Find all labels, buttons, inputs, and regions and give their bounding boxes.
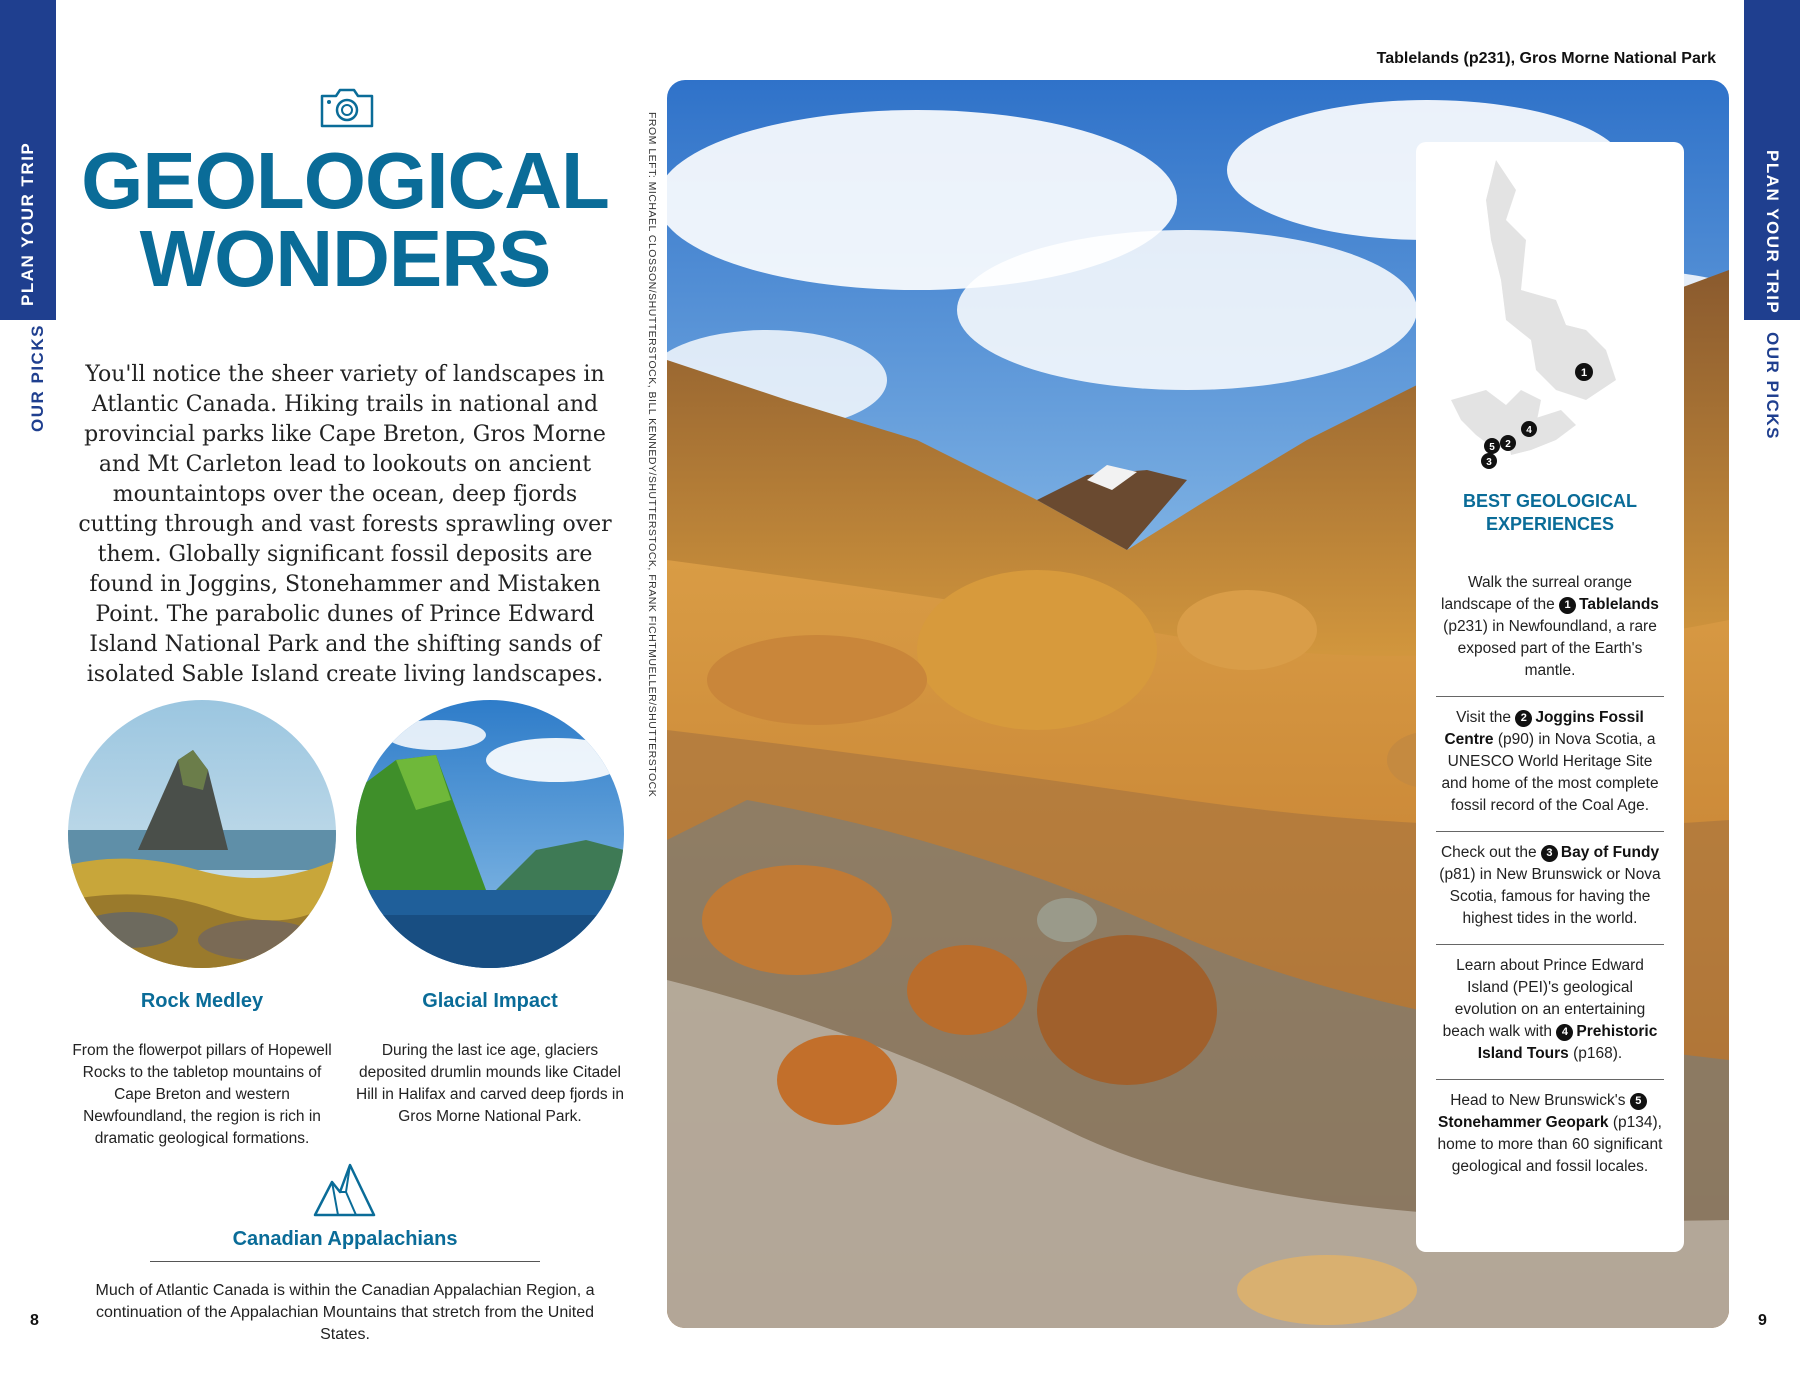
photo-caption: Tablelands (p231), Gros Morne National Park	[1376, 50, 1716, 67]
experience-list	[1436, 562, 1664, 1192]
marker-number-badge: 2	[1515, 710, 1532, 727]
experience-name: Bay of Fundy	[1560, 844, 1660, 861]
section-label-plan-your-trip: PLAN YOUR TRIP	[1763, 150, 1782, 315]
page-number-left: 8	[30, 1312, 39, 1329]
experience-name: Joggins Fossil Centre	[1444, 709, 1644, 748]
experience-name: Stonehammer Geopark	[1438, 1114, 1609, 1131]
best-experiences-panel	[1416, 142, 1684, 1252]
page-title	[60, 136, 630, 303]
experience-item: Learn about Prince Edward Island (PEI)'s geological evolution on an entertaining beach walk with 4 Prehistoric Island Tours (p168).	[1436, 945, 1664, 1080]
mountain-icon	[312, 1160, 378, 1218]
feature-body-glacial-impact: During the last ice age, glaciers deposited drumlin mounds like Citadel Hill in Halifax and carved deep fjords in Gros Morne National Park.	[356, 1042, 624, 1125]
map-marker-1: 1	[1580, 367, 1588, 379]
atlantic-canada-map	[1436, 150, 1664, 480]
section-label-our-picks: OUR PICKS	[1763, 332, 1782, 440]
map-marker-2: 2	[1505, 439, 1511, 450]
marker-number-badge: 1	[1559, 597, 1576, 614]
map-marker-4: 4	[1526, 425, 1532, 436]
section-label-plan-your-trip: PLAN YOUR TRIP	[18, 141, 37, 306]
camera-icon	[318, 86, 376, 130]
photo-credit: FROM LEFT: MICHAEL CLOSSON/SHUTTERSTOCK, BILL KENNEDY/SHUTTERSTOCK, FRANK FICHTMUELLER/SHUTTERSTOCK	[646, 112, 658, 798]
section-label-our-picks: OUR PICKS	[28, 324, 47, 432]
page-number-right: 9	[1758, 1312, 1767, 1329]
experience-name: Prehistoric Island Tours	[1477, 1023, 1658, 1062]
marker-number-badge: 4	[1556, 1024, 1573, 1041]
intro-paragraph: You'll notice the sheer variety of landscapes in Atlantic Canada. Hiking trails in national and provincial parks like Cape Breton, Gros Morne and Mt Carleton lead to lookouts on ancient mountaintops over the ocean, deep fjords cutting through and vast forests sprawling over them. Globally significant fossil deposits are found in Joggins, Stonehammer and Mistaken Point. The parabolic dunes of Prince Edward Island National Park and the shifting sands of isolated Sable Island create living landscapes.	[78, 362, 612, 687]
experience-name: Tablelands	[1579, 596, 1659, 613]
appalachians-body: Much of Atlantic Canada is within the Canadian Appalachian Region, a continuation of the Appalachian Mountains that stretch from the United States.	[95, 1282, 595, 1343]
experience-item: Visit the 2 Joggins Fossil Centre (p90) in Nova Scotia, a UNESCO World Heritage Site and home of the most complete fossil record of the Coal Age.	[1436, 697, 1664, 832]
experience-item: Head to New Brunswick's 5Stonehammer Geopark (p134), home to more than 60 significant geological and fossil locales.	[1437, 1092, 1663, 1175]
map-marker-3: 3	[1486, 457, 1492, 468]
experience-item: Check out the 3 Bay of Fundy (p81) in New Brunswick or Nova Scotia, famous for having the highest tides in the world.	[1436, 832, 1664, 945]
feature-body-rock-medley: From the flowerpot pillars of Hopewell Rocks to the tabletop mountains of Cape Breton and western Newfoundland, the region is rich in dramatic geological formations.	[72, 1042, 332, 1147]
panel-heading: BEST GEOLOGICAL EXPERIENCES	[1462, 491, 1637, 534]
appalachians-title: Canadian Appalachians	[150, 1228, 540, 1262]
marker-number-badge: 5	[1630, 1093, 1647, 1110]
map-marker-5: 5	[1489, 442, 1495, 453]
title-line-2: WONDERS	[139, 214, 551, 303]
feature-title-glacial-impact: Glacial Impact	[422, 990, 558, 1012]
feature-title-rock-medley: Rock Medley	[140, 990, 264, 1012]
marker-number-badge: 3	[1541, 845, 1558, 862]
right-section-tab	[1744, 0, 1800, 320]
hopewell-rocks-photo	[68, 700, 336, 968]
title-line-1: GEOLOGICAL	[81, 136, 609, 225]
gros-morne-fjord-photo	[356, 700, 624, 968]
left-section-tab	[0, 0, 56, 320]
experience-item: Walk the surreal orange landscape of the 1 Tablelands (p231) in Newfoundland, a rare exposed part of the Earth's mantle.	[1436, 562, 1664, 697]
